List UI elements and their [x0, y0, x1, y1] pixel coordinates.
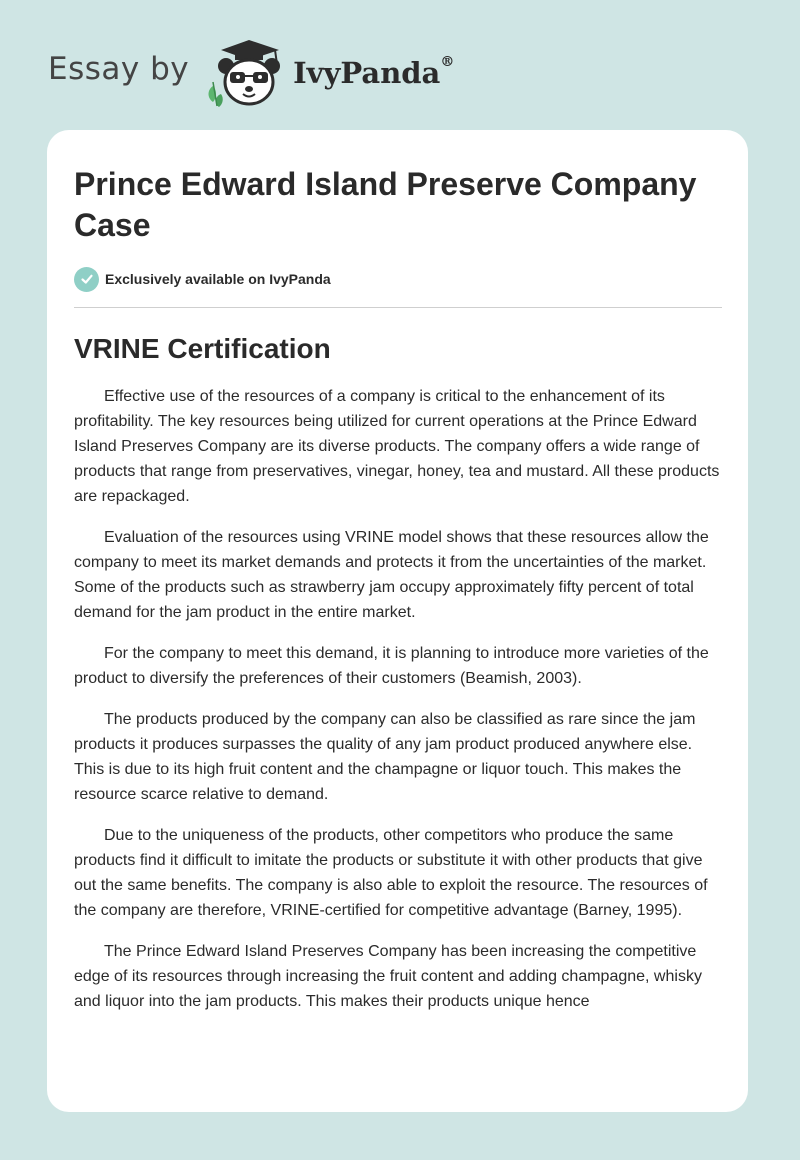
paragraph: The products produced by the company can also be classified as rare since the jam products it produces surpasses the quality of any jam product produced anywhere else. This is due to its high fruit content and the champagne or liquor touch. This makes the resource scarce relative to demand.: [74, 711, 696, 803]
registered-mark: ®: [440, 54, 455, 70]
exclusive-badge: [74, 266, 722, 292]
brand-name[interactable]: IvyPanda®: [293, 54, 455, 90]
paragraph: The Prince Edward Island Preserves Company has been increasing the competitive edge of its resources through increasing the fruit content and adding champagne, whisky and liquor into the jam products. This makes their products unique hence: [74, 943, 702, 1010]
essay-by-label: Essay by: [48, 51, 190, 87]
panda-logo-icon[interactable]: [201, 36, 289, 108]
site-header: [48, 36, 454, 108]
check-icon: [74, 267, 99, 292]
page-title: Prince Edward Island Preserve Company Case: [74, 166, 697, 243]
essay-card: [47, 130, 748, 1112]
divider: [74, 307, 722, 308]
badge-label: Exclusively available on IvyPanda: [105, 271, 331, 287]
paragraph: Due to the uniqueness of the products, other competitors who produce the same products find it difficult to imitate the products or substitute it with other products that give out the same benefits. The company is also able to exploit the resource. The resources of the company are therefore, VRINE-certified for competitive advantage (Barney, 1995).: [74, 827, 708, 919]
paragraph: Effective use of the resources of a company is critical to the enhancement of its profitability. The key resources being utilized for current operations at the Prince Edward Island Preserves Company are its diverse products. The company offers a wide range of products that range from preservatives, vinegar, honey, tea and mustard. All these products are repackaged.: [74, 388, 720, 505]
section-heading: VRINE Certification: [74, 333, 331, 364]
paragraph: Evaluation of the resources using VRINE model shows that these resources allow the company to meet its market demands and protects it from the uncertainties of the market. Some of the products such as strawberry jam occupy approximately fifty percent of total demand for the jam product in the entire market.: [74, 529, 709, 621]
paragraph: For the company to meet this demand, it is planning to introduce more varieties of the product to diversify the preferences of their customers (Beamish, 2003).: [74, 645, 709, 687]
